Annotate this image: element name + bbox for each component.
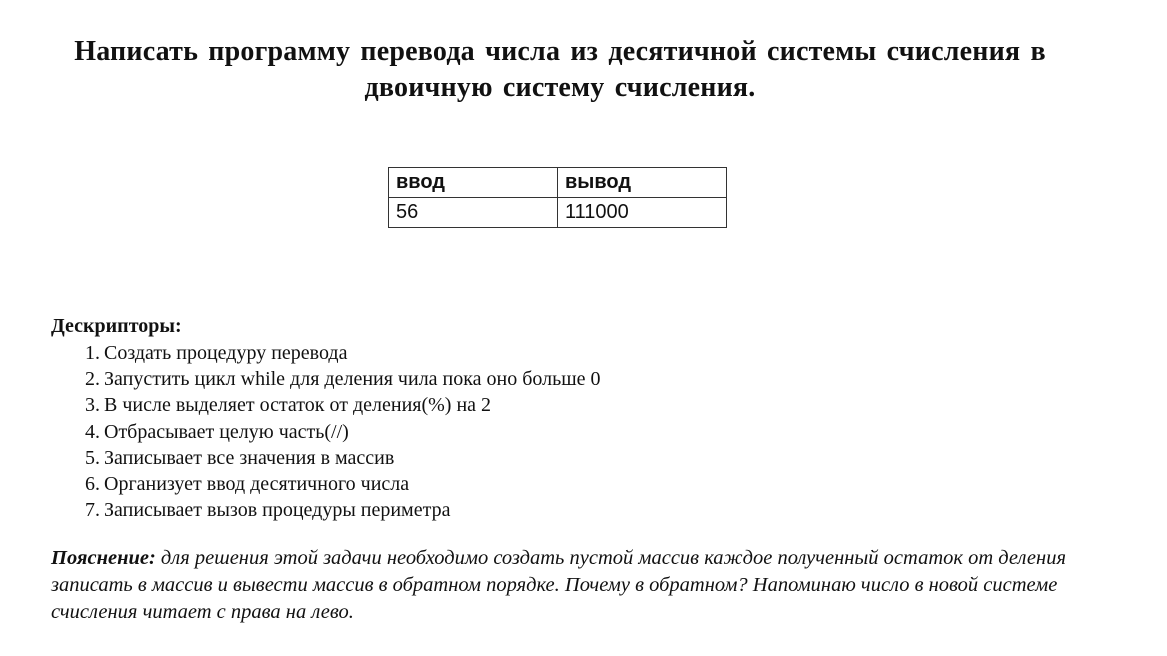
list-item-text: Записывает вызов процедуры периметра <box>104 499 451 522</box>
title-line-1: Написать программу перевода числа из десятичной системы счисления в <box>74 36 1046 67</box>
io-table-cell-output: 111000 <box>558 198 727 228</box>
list-item-number: 2. <box>85 368 100 391</box>
list-item-number: 5. <box>85 446 100 469</box>
list-item <box>85 445 601 471</box>
explanation-note <box>51 545 1081 626</box>
io-table-header-input: ввод <box>389 168 558 198</box>
list-item-text: Записывает все значения в массив <box>104 446 395 469</box>
list-item <box>85 419 601 445</box>
descriptors-heading: Дескрипторы: <box>51 315 182 337</box>
list-item-text: Отбрасывает целую часть(//) <box>104 420 349 443</box>
list-item-number: 6. <box>85 473 100 496</box>
io-table-header-row <box>389 168 727 198</box>
list-item <box>85 366 601 392</box>
io-table-header-output: вывод <box>558 168 727 198</box>
list-item-number: 7. <box>85 499 100 522</box>
list-item-number: 3. <box>85 394 100 417</box>
explanation-text: для решения этой задачи необходимо создать пустой массив каждое полученный остаток от деления записать в массив и вывести массив в обратном порядке. Почему в обратном? Напоминаю число в новой системе счисления читает с права на лево. <box>51 547 1066 623</box>
list-item-number: 4. <box>85 420 100 443</box>
list-item-text: Запустить цикл while для деления чила пока оно больше 0 <box>104 368 601 391</box>
descriptors-list <box>85 340 601 523</box>
list-item <box>85 392 601 418</box>
list-item-text: Создать процедуру перевода <box>104 342 348 364</box>
title-line-2: двоичную систему счисления. <box>364 72 756 103</box>
explanation-label: Пояснение: <box>51 547 156 569</box>
io-table <box>388 167 727 228</box>
list-item-text: Организует ввод десятичного числа <box>104 473 410 496</box>
io-table-cell-input: 56 <box>389 198 558 228</box>
table-row <box>389 198 727 228</box>
list-item <box>85 471 601 497</box>
list-item-number: 1. <box>85 342 100 364</box>
page-title <box>40 34 1080 106</box>
list-item <box>85 340 601 366</box>
list-item <box>85 497 601 523</box>
list-item-text: В числе выделяет остаток от деления(%) на 2 <box>104 394 492 417</box>
